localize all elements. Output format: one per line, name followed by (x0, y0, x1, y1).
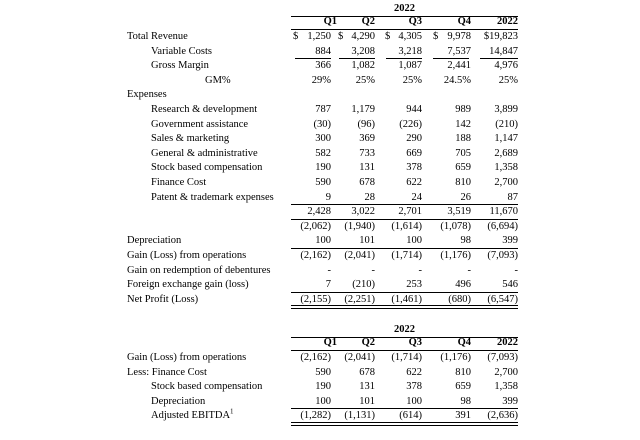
year-header (127, 324, 518, 337)
cell: 3,218 (398, 45, 422, 57)
table-row (127, 264, 518, 279)
cell: 28 (364, 191, 375, 203)
cell: 131 (359, 381, 375, 393)
cell: 733 (359, 147, 375, 159)
cell: 87 (507, 191, 518, 203)
cell: (1,131) (344, 410, 375, 422)
cell: 98 (460, 235, 471, 247)
table-row (127, 220, 518, 235)
col-q3: Q3 (408, 337, 422, 348)
row-label: Variable Costs (151, 45, 212, 57)
year-label: 2022 (394, 3, 415, 14)
cell: (1,461) (391, 293, 422, 305)
cell: 7,537 (447, 45, 471, 57)
cell: - (514, 264, 518, 276)
cell: 399 (502, 395, 518, 407)
cell: 678 (359, 366, 375, 378)
cell: 622 (406, 176, 422, 188)
cell: (680) (448, 293, 471, 305)
currency-symbol: $ (433, 31, 439, 42)
footnote-mark: 1 (230, 407, 234, 416)
cell: (210) (352, 279, 375, 291)
cell: (2,155) (300, 293, 331, 305)
income-statement-table (127, 3, 518, 307)
row-label: Gain on redemption of debentures (127, 264, 271, 276)
table-row (127, 74, 518, 89)
cell: 1,082 (351, 60, 375, 72)
cell: (1,940) (344, 220, 375, 232)
cell: (1,176) (440, 352, 471, 363)
row-label (151, 409, 234, 424)
cell: 787 (315, 103, 331, 115)
year-label: 2022 (394, 324, 415, 335)
cell: (96) (357, 118, 375, 130)
cell: 1,179 (351, 103, 375, 115)
cell: 678 (359, 176, 375, 188)
cell: (2,162) (300, 249, 331, 261)
cell: 100 (315, 235, 331, 247)
cell: 188 (455, 133, 471, 145)
col-q4: Q4 (457, 337, 471, 348)
cell: (1,282) (300, 410, 331, 422)
cell: 2,689 (494, 147, 518, 159)
cell: (2,162) (300, 352, 331, 363)
table-row (127, 191, 518, 206)
currency-symbol: $ (385, 31, 391, 42)
row-label: Research & development (151, 103, 258, 115)
cell: 810 (455, 176, 471, 188)
cell: 659 (455, 381, 471, 393)
col-year: 2022 (497, 16, 518, 27)
cell: 25% (355, 74, 375, 86)
cell: 1,250 (307, 31, 331, 42)
cell: 100 (315, 395, 331, 407)
cell: (2,062) (300, 220, 331, 232)
cell: 2,700 (494, 176, 518, 188)
table-row (127, 249, 518, 264)
cell: 100 (406, 395, 422, 407)
table-row (127, 205, 518, 220)
row-label: Finance Cost (151, 176, 207, 188)
cell: 590 (315, 176, 331, 188)
cell: (210) (495, 118, 518, 130)
table-row (127, 147, 518, 162)
cell: - (418, 264, 422, 276)
row-label: Government assistance (151, 118, 249, 130)
cell: - (371, 264, 375, 276)
cell: 1,087 (398, 60, 422, 72)
cell: 669 (406, 147, 422, 159)
table-row (127, 234, 518, 249)
row-label: Gross Margin (151, 60, 209, 72)
col-q1: Q1 (323, 16, 337, 27)
cell: 24 (411, 191, 422, 203)
cell: 989 (455, 103, 471, 115)
col-q1: Q1 (323, 337, 337, 348)
cell: 3,899 (494, 103, 518, 115)
row-label: Patent & trademark expenses (151, 191, 274, 203)
cell: 101 (359, 395, 375, 407)
col-q4: Q4 (457, 16, 471, 27)
cell: 1,147 (494, 133, 518, 145)
cell: 3,519 (447, 206, 471, 218)
cell: 11,670 (489, 206, 518, 218)
cell: - (467, 264, 471, 276)
table-row (127, 59, 518, 74)
row-label: GM% (205, 74, 231, 86)
cell: 659 (455, 162, 471, 174)
cell: 378 (406, 381, 422, 393)
cell: (2,636) (487, 410, 518, 422)
table-row (127, 176, 518, 191)
cell: 142 (455, 118, 471, 130)
cell: 253 (406, 279, 422, 291)
row-label: Depreciation (151, 395, 206, 407)
cell: (30) (313, 118, 331, 130)
cell: 4,290 (351, 31, 375, 42)
table-row (127, 132, 518, 147)
cell: 190 (315, 381, 331, 393)
cell: 3,208 (351, 45, 375, 57)
cell: (2,251) (344, 293, 375, 305)
cell: 1,358 (494, 162, 518, 174)
table-row (127, 380, 518, 395)
cell: (7,093) (487, 352, 518, 363)
cell: 190 (315, 162, 331, 174)
cell: $19,823 (483, 31, 518, 42)
cell: 26 (460, 191, 471, 203)
cell: 9,978 (447, 31, 471, 42)
cell: 100 (406, 235, 422, 247)
table-row (127, 30, 518, 45)
table-row (127, 45, 518, 60)
table-row (127, 351, 518, 366)
cell: 944 (406, 103, 422, 115)
cell: 1,358 (494, 381, 518, 393)
cell: 399 (502, 235, 518, 247)
table-row (127, 118, 518, 133)
col-year: 2022 (497, 337, 518, 348)
cell: 25% (498, 74, 518, 86)
cell: 391 (455, 410, 471, 422)
cell: 3,022 (351, 206, 375, 218)
cell: (1,614) (391, 220, 422, 232)
year-header (127, 3, 518, 16)
cell: 810 (455, 366, 471, 378)
table-row (127, 88, 518, 103)
cell: 98 (460, 395, 471, 407)
cell: 4,305 (398, 31, 422, 42)
row-label: Stock based compensation (151, 162, 263, 174)
cell: (6,547) (487, 293, 518, 305)
cell: - (327, 264, 331, 276)
row-label: Stock based compensation (151, 381, 263, 393)
currency-symbol: $ (293, 31, 299, 42)
table-row (127, 103, 518, 118)
row-label: Less: Finance Cost (127, 366, 207, 378)
row-label: Sales & marketing (151, 133, 230, 145)
cell: 546 (502, 279, 518, 291)
cell: 101 (359, 235, 375, 247)
cell: 7 (325, 279, 331, 291)
cell: (614) (399, 410, 422, 422)
cell: 29% (311, 74, 331, 86)
col-q3: Q3 (408, 16, 422, 27)
col-q2: Q2 (361, 337, 375, 348)
table-row (127, 293, 518, 308)
cell: (1,176) (440, 249, 471, 261)
row-label: Foreign exchange gain (loss) (127, 279, 249, 291)
row-label: General & administrative (151, 147, 258, 159)
row-label: Gain (Loss) from operations (127, 249, 247, 261)
col-q2: Q2 (361, 16, 375, 27)
cell: 24.5% (443, 74, 471, 86)
cell: 622 (406, 366, 422, 378)
cell: 290 (406, 133, 422, 145)
cell: (1,078) (440, 220, 471, 232)
cell: 131 (359, 162, 375, 174)
cell: 369 (359, 133, 375, 145)
cell: (7,093) (487, 249, 518, 261)
cell: 2,700 (494, 366, 518, 378)
table-row (127, 278, 518, 293)
cell: (1,714) (391, 352, 422, 363)
cell: 2,441 (447, 60, 471, 72)
cell: 25% (402, 74, 422, 86)
cell: 884 (315, 45, 331, 57)
column-headers (127, 337, 518, 351)
currency-symbol: $ (338, 31, 344, 42)
cell: (6,694) (487, 220, 518, 232)
cell: 582 (315, 147, 331, 159)
table-row (127, 409, 518, 424)
table-row (127, 366, 518, 381)
column-headers (127, 16, 518, 30)
section-label: Expenses (127, 89, 167, 101)
table-row (127, 161, 518, 176)
cell: (2,041) (344, 352, 375, 363)
adjusted-ebitda-table (127, 324, 518, 424)
cell: 366 (315, 60, 331, 72)
cell: (1,714) (391, 249, 422, 261)
cell: 14,847 (489, 45, 518, 57)
cell: (226) (399, 118, 422, 130)
row-label: Net Profit (Loss) (127, 293, 199, 305)
cell: 705 (455, 147, 471, 159)
cell: 2,428 (307, 206, 331, 218)
row-label: Gain (Loss) from operations (127, 352, 247, 363)
cell: 378 (406, 162, 422, 174)
row-label: Depreciation (127, 235, 182, 247)
cell: 4,976 (494, 60, 518, 72)
table-row (127, 395, 518, 410)
cell: 2,701 (398, 206, 422, 218)
adjusted-ebitda-label: Adjusted EBITDA (151, 410, 231, 422)
cell: 9 (325, 191, 331, 203)
cell: (2,041) (344, 249, 375, 261)
cell: 590 (315, 366, 331, 378)
cell: 300 (315, 133, 331, 145)
row-label: Total Revenue (127, 31, 188, 42)
cell: 496 (455, 279, 471, 291)
